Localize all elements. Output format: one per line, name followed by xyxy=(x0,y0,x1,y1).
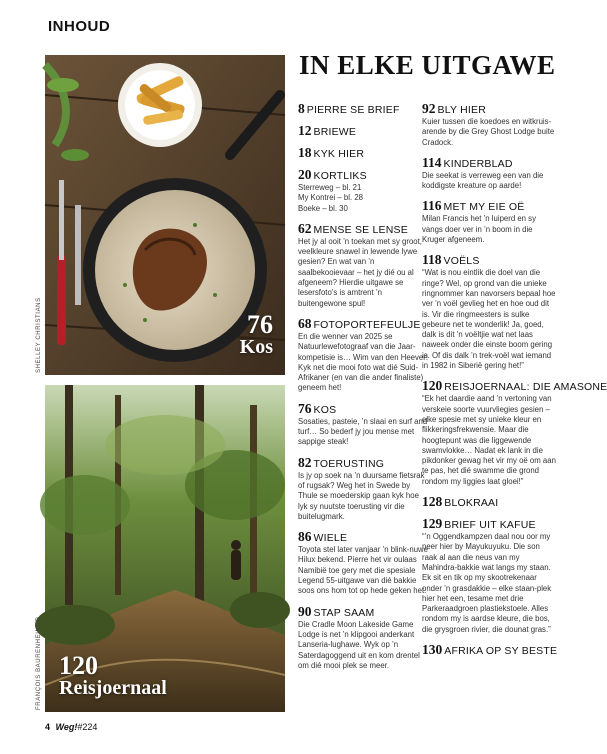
entry-description: Toyota stel later vanjaar ’n blink-nuwe Hilux bekend. Pierre het vir oulaas Namibië toe gery met die spesiale Legend 55-uitgawe van dié bakkie soos ons hom tot op hede geken het. xyxy=(298,545,429,596)
entry-heading xyxy=(422,496,556,509)
contents-entry[interactable] xyxy=(298,169,428,214)
entry-heading xyxy=(298,531,428,544)
entry-description: Sosaties, pasteie, ’n slaai en surf and turf… So bederf jy jou mense met sappige steak! xyxy=(298,416,428,447)
entry-heading xyxy=(298,400,428,416)
travel-caption-number: 120 xyxy=(59,651,98,681)
entry-page-number: 128 xyxy=(422,494,443,510)
entry-heading xyxy=(422,154,556,170)
entry-heading xyxy=(298,220,428,236)
contents-entry[interactable] xyxy=(298,315,428,394)
entry-title: KYK HIER xyxy=(313,148,365,160)
entry-title: TOERUSTING xyxy=(313,457,385,470)
entry-title: BLOKRAAI xyxy=(444,497,499,510)
food-caption-word: Kos xyxy=(239,336,273,358)
contents-entry[interactable] xyxy=(298,531,428,596)
contents-entry[interactable] xyxy=(298,454,428,522)
entry-page-number: 116 xyxy=(422,198,442,214)
entry-title: BRIEF UIT KAFUE xyxy=(444,519,536,532)
entry-page-number: 68 xyxy=(298,315,312,331)
section-label: INHOUD xyxy=(48,18,111,35)
contents-entry[interactable] xyxy=(298,220,428,309)
contents-entry[interactable] xyxy=(422,641,558,657)
contents-entry[interactable] xyxy=(422,154,556,192)
entry-heading xyxy=(422,518,556,531)
entry-title: FOTOPORTEFEULJE xyxy=(313,318,421,331)
contents-entry[interactable] xyxy=(422,378,607,487)
entry-description: En die wenner van 2025 se Natuurlewefotograaf van die Jaar-kompetisie is… Wim van den Heever! Kyk net die mooi foto wat dié Suid-Afrikaner (en van die ander finaliste) geneem het! xyxy=(298,331,428,393)
contents-column-left xyxy=(298,103,428,680)
entry-heading xyxy=(298,147,428,160)
entry-heading xyxy=(422,641,558,657)
page-number: 4 xyxy=(45,722,51,732)
entry-heading xyxy=(422,103,556,116)
contents-entry[interactable] xyxy=(298,147,428,160)
entry-page-number: 130 xyxy=(422,641,443,657)
entry-page-number: 62 xyxy=(298,220,312,236)
entry-description: Kuier tussen die koedoes en witkruis-arende by die Grey Ghost Lodge buite Cradock. xyxy=(422,117,555,147)
contents-entry[interactable] xyxy=(422,200,556,245)
entry-page-number: 18 xyxy=(298,145,312,160)
entry-heading xyxy=(422,378,607,394)
entry-page-number: 76 xyxy=(298,400,312,416)
contents-entry[interactable] xyxy=(422,518,556,635)
entry-title: WIELE xyxy=(313,532,348,545)
entry-page-number: 20 xyxy=(298,167,312,182)
entry-page-number: 129 xyxy=(422,516,443,532)
food-caption xyxy=(239,310,273,358)
entry-heading xyxy=(422,254,556,267)
entry-title: VOËLS xyxy=(443,255,480,268)
entry-title: KOS xyxy=(313,403,337,416)
contents-entry[interactable] xyxy=(298,125,428,138)
food-caption-number: 76 xyxy=(247,310,273,340)
entry-heading xyxy=(298,454,428,470)
entry-title: KORTLIKS xyxy=(313,170,367,182)
entry-page-number: 86 xyxy=(298,529,312,545)
entry-heading xyxy=(422,200,556,213)
entry-page-number: 114 xyxy=(422,154,442,170)
entry-heading xyxy=(298,169,428,182)
issue-number: #224 xyxy=(77,722,98,732)
travel-caption xyxy=(59,651,167,699)
page-title: IN ELKE UITGAWE xyxy=(299,50,556,80)
contents-entry[interactable] xyxy=(298,603,428,671)
photo-credit-food: SHELLEY CHRISTIANS xyxy=(36,297,42,373)
entry-page-number: 92 xyxy=(422,101,436,116)
page-footer xyxy=(45,722,97,732)
entry-title: KINDERBLAD xyxy=(443,157,513,170)
food-photo xyxy=(45,55,285,375)
entry-page-number: 90 xyxy=(298,603,312,619)
entry-description: Is jy op soek na ’n duursame fietsrak of rugsak? Weg het in Swede by Thule se moederskip gaan kyk hoe lyk sy nuutste toerusting vir die buitelugmark. xyxy=(298,470,425,521)
contents-entry[interactable] xyxy=(422,103,556,148)
entry-title: AFRIKA OP SY BESTE xyxy=(444,644,558,657)
photo-credit-rainforest: FRANÇOIS BAURENHEIMER xyxy=(36,616,42,710)
entry-page-number: 120 xyxy=(422,378,443,394)
entry-title: STAP SAAM xyxy=(313,606,375,619)
entry-page-number: 118 xyxy=(422,252,442,268)
entry-title: MET MY EIE OË xyxy=(443,201,525,214)
entry-heading xyxy=(298,315,428,331)
entry-description: Die seekat is verreweg een van die koddigste kreature op aarde! xyxy=(422,170,544,191)
contents-entry[interactable] xyxy=(422,496,556,509)
rainforest-photo xyxy=(45,385,285,712)
contents-entry[interactable] xyxy=(422,254,556,371)
travel-caption-word: Reisjoernaal xyxy=(59,677,167,699)
entry-page-number: 12 xyxy=(298,123,312,138)
entry-title: BRIEWE xyxy=(313,126,357,138)
entry-page-number: 8 xyxy=(298,101,305,116)
contents-entry[interactable] xyxy=(298,400,428,448)
entry-title: PIERRE SE BRIEF xyxy=(306,104,400,116)
entry-description: Die Cradle Moon Lakeside Game Lodge is net ’n klipgooi anderkant Lanseria-lughawe. Wyk op ’n Saterdagoggend uit en kom drentel om dié mooi plek se meer. xyxy=(298,619,420,670)
entry-heading xyxy=(298,603,428,619)
entry-description: “Wat is nou eintlik die doel van die ringe? Wel, op grond van die unieke ringnommer kan navorsers bepaal hoe ver ’n voël gevlieg het en hoe oud dit is. Vir die ringmeesters is sulke gebeure net te wonderlik! Ja, goed, dalk is dit ’n voëltjie wat net laas naweek onder die einste boom gering is. Of dis dalk ’n trek-voël wat iemand in 1982 in Siberië gering het!” xyxy=(422,268,556,371)
contents-column-right xyxy=(422,101,607,666)
entry-title: REISJOERNAAL: DIE AMASONE xyxy=(444,381,607,394)
entry-description: “Ek het daardie aand ’n vertoning van verskeie soorte vuurvliegies gesien – elke spesie met sy unieke kleur en flikkeringsfrekwensie. Maar die hoogtepunt was die liggewende swamvlokke… Nadat ek lank in die pikdonker gewag het vir my oë om aan te pas, het dié swamme die grond rondom my liggies laat gloei!” xyxy=(422,394,556,486)
entry-page-number: 82 xyxy=(298,454,312,470)
entry-description: Het jy al ooit ’n toekan met sy groot, veelkleure snawel in lewende lywe gesien? En wat van ’n saalbekooievaar – het jy dié ou al afgeneem? Hierdie uitgawe se lesersfoto’s is amtrent ’n buitengewone spul! xyxy=(298,236,422,308)
contents-entry[interactable] xyxy=(298,103,428,116)
entry-description: Milan Francis het ’n luiperd en sy vangs doer ver in ’n boom in die Kruger afgeneem. xyxy=(422,214,536,245)
entry-heading xyxy=(298,103,428,116)
entry-title: BLY HIER xyxy=(437,104,486,116)
entry-title: MENSE SE LENSE xyxy=(313,223,408,236)
entry-heading xyxy=(298,125,428,138)
magazine-name: Weg! xyxy=(55,722,78,732)
entry-description: “’n Oggendkampzen daal nou oor my neer hier by Mayukuyuku. Die son raak al aan die neus van my Mahindra-bakkie wat langs my staan. Ek sit en tik op my skootrekenaar onder ’n grasdakkie – elke staan-plek hier het een, tesame met drie Parkeraadgroen plastiekstoele. Alles rondom my is aardse kleure, die bos, die grysgroen rivier, die dounat gras.” xyxy=(422,532,552,634)
entry-description: Sterreweg – bl. 21 My Kontrei – bl. 28 Boeke – bl. 30 xyxy=(298,183,364,213)
